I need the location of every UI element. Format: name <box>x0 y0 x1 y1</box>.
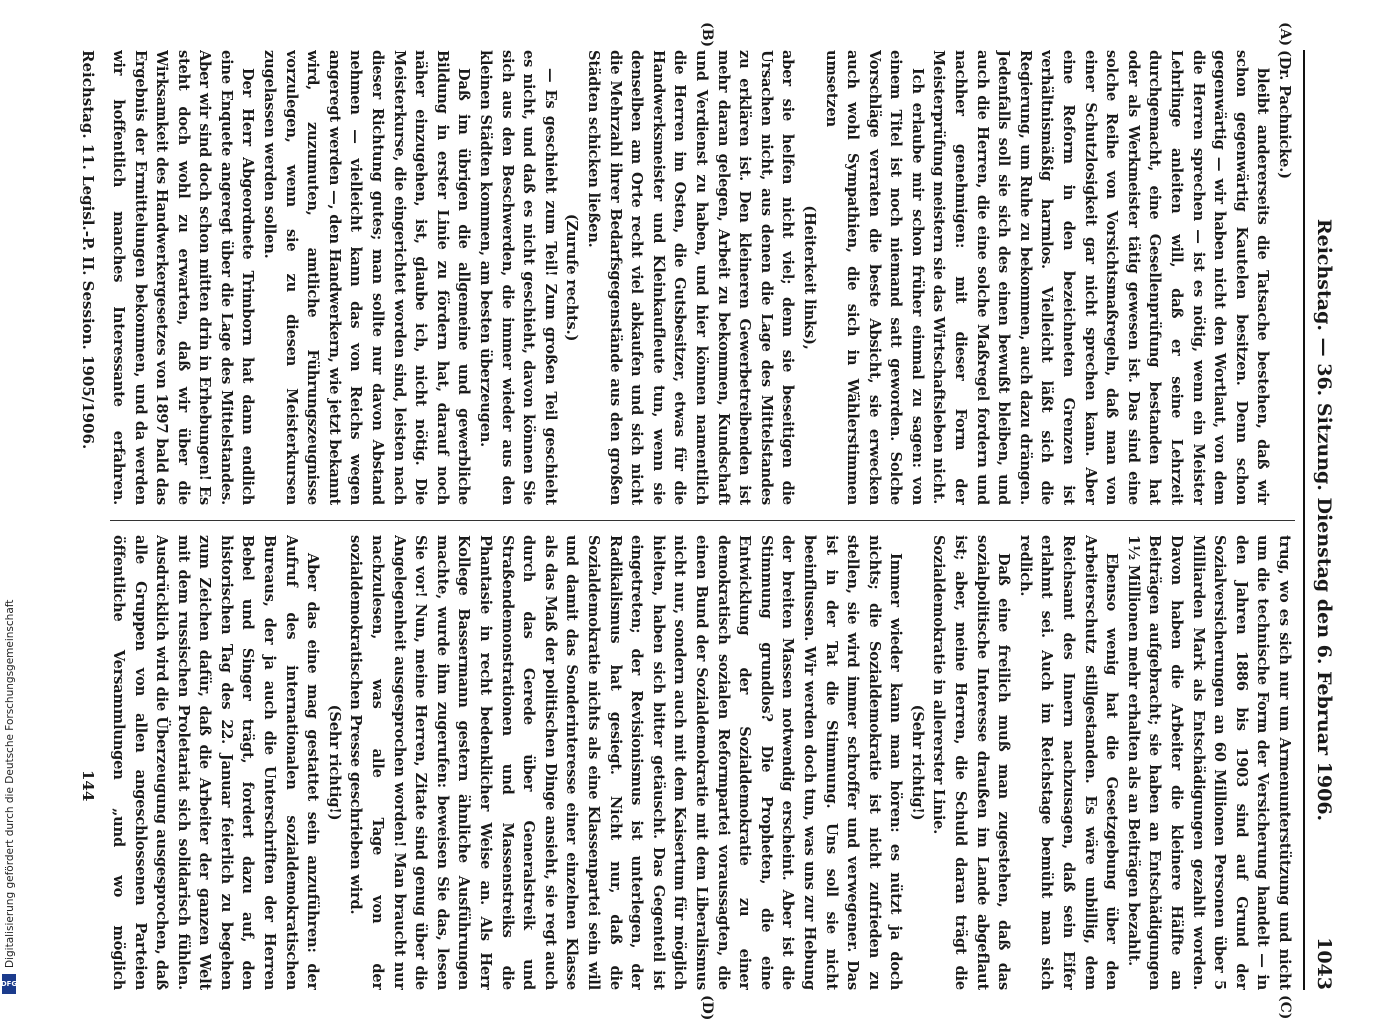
left-interjection-2: (Zurufe rechts.) <box>563 213 581 342</box>
page-header-title: Reichstag. — 36. Sitzung. Dienstag den 6. Februar 1906. <box>1313 218 1335 822</box>
digitization-credit: Digitalisierung gefördert durch die Deutsche Forschungsgemeinschaft <box>4 599 16 968</box>
left-paragraph-3: aber sie helfen nicht viel; denn sie beseitigen die Ursachen nicht, aus denen die Lage des Mittelstandes zu erklären ist. Den kleineren Gewerbetreibenden ist mehr daran gelegen, Arbeit zu bekommen, Kundschaft und Verdienst zu haben, und hier können namentlich die Herren im Osten, die Gutsbesitzer, etwas für die Handwerksmeister und Kleinkaufleute tun, wenn sie denselben am Orte recht viel abkaufen und sich nicht die Mehrzahl ihrer Bedarfsgegenstände aus den großen Städten schicken ließen. <box>585 50 797 505</box>
left-paragraph-6: Der Herr Abgeordnete Trimborn hat dann endlich eine Enquete angeregt über die Lage des Mittelstandes. Aber wir sind doch schon mitten drin in Erhebungen! Es steht doch wohl zu erwarten, daß wir über die Wirksamkeit des Handwerkergesetzes von 1897 bald das Ergebnis der Ermittelungen bekommen, und da werden wir hoffentlich manches Interessante erfahren. <box>110 50 257 505</box>
margin-mark-a: (A) <box>1277 22 1293 47</box>
right-interjection-1: (Sehr richtig!) <box>908 704 926 821</box>
right-column <box>110 535 1295 990</box>
header-rule <box>1303 50 1305 990</box>
right-paragraph-3: Daß eine freilich muß man zugestehen, daß das sozialpolitische Interesse draußen im Lande abgeflaut ist; aber, meine Herren, die Schuld daran trägt die Sozialdemokratie in allererster Linie. <box>930 535 1013 990</box>
left-paragraph-2: Ich erlaube mir schon früher einmal zu sagen: von einem Titel ist noch niemand satt geworden. Solche Vorschläge verraten die beste Absicht, sie erwecken auch wohl Sympathien, die sich in Wählerstimmen umsetzen <box>822 50 926 505</box>
left-paragraph-4: — Es geschieht zum Teil! Zum großen Teil geschieht es nicht, und daß es nicht geschieht, davon können Sie sich aus den Beschwerden, die immer wieder aus den kleinen Städten kommen, am besten überzeugen. <box>477 50 559 505</box>
margin-mark-d: (D) <box>699 995 715 1020</box>
right-paragraph-1: trug, wo es sich nur um Armenunterstützung und nicht um die technische Form der Versicherung handelt — in den Jahren 1886 bis 1903 sind auf Grund der Sozialversicherungen an 60 Millionen Personen über 5 Milliarden Mark als Entschädigungen gezahlt worden. Davon haben die Arbeiter die kleinere Hälfte an Beiträgen aufgebracht; sie haben an Entschädigungen 1½ Millionen mehr erhalten als an Beiträgen bezahlt. <box>1124 535 1293 990</box>
footer-source: Reichstag. 11. Legisl.-P. II. Session. 1905/1906. <box>79 50 97 450</box>
page-header-number: 1043 <box>1313 937 1335 990</box>
dfg-logo-icon: DFG <box>2 974 16 994</box>
left-paragraph-5: Daß im übrigen die allgemeine und gewerbliche Bildung in erster Linie zu fördern hat, darauf noch näher einzugehen, ist, glaube ich, nicht nötig. Die Meisterkurse, die eingerichtet worden sind, leisten nach dieser Richtung gutes; man sollte nur davon Abstand nehmen — vielleicht kann das von Reichs wegen angeregt werden —, den Handwerkern, wie jetzt bekannt wird, zuzumuten, amtliche Führungszeugnisse vorzulegen, wenn sie zu diesen Meisterkursen zugelassen werden sollen. <box>261 50 473 505</box>
margin-mark-b: (B) <box>699 22 715 48</box>
right-paragraph-2: Ebenso wenig hat die Gesetzgebung über den Arbeiterschutz stillgestanden. Es wäre unbillig, dem Reichsamt des Innern nachzusagen, daß sein Eifer erlahmt sei. Auch im Reichstage bemüht man sich redlich. <box>1016 535 1121 990</box>
margin-mark-c: (C) <box>1277 995 1293 1020</box>
footer-page-number: 144 <box>79 770 97 802</box>
speaker-tag: (Dr. Pachnicke.) <box>1276 50 1293 179</box>
right-paragraph-5: Aber das eine mag gestattet sein anzuführen: der Aufruf des internationalen sozialdemokratischen Bureaus, der ja auch die Unterschriften der Herren Bebel und Singer trägt, fordert dazu auf, den historischen Tag des 22. Januar feierlich zu begehen zum Zeichen dafür, daß die Arbeiter der ganzen Welt mit dem russischen Proletariat sich solidarisch fühlen. Ausdrücklich wird die Überzeugung ausgesprochen, daß alle Gruppen von allen angeschlossenen Parteien öffentliche Versammlungen „und wo möglich <box>110 535 322 990</box>
page-header <box>1309 50 1335 990</box>
left-column <box>110 50 1295 505</box>
left-paragraph-1: bleibt andererseits die Tatsache bestehen, daß wir schon gegenwärtig Kautelen besitzen. Denn schon gegenwärtig — wir haben nicht den Wortlaut, von dem die Herren sprechen — ist es nötig, wenn ein Meister Lehrlinge anleiten will, daß er seine Lehrzeit durchgemacht, eine Gesellenprüfung bestanden hat oder als Werkmeister tätig gewesen ist. Das sind eine solche Reihe von Vorsichtsmaßregeln, daß man von einer Schutzlosigkeit gar nicht sprechen kann. Aber eine Reform in den bezeichneten Grenzen ist verhältnismäßig harmlos. Vielleicht läßt sich die Regierung, um Ruhe zu bekommen, auch dazu drängen. Jedenfalls soll sie sich des einen bewußt bleiben, und auch die Herren, die eine solche Maßregel fordern und nachher genehmigen: mit dieser Form der Meisterprüfung meistern sie das Wirtschaftsleben nicht. <box>930 50 1272 505</box>
rotated-newspaper-page <box>45 22 1335 1020</box>
right-paragraph-4: Immer wieder kann man hören: es nützt ja doch nichts; die Sozialdemokratie ist nicht zufrieden zu stellen, sie wird immer schroffer und verwegener. Das ist in der Tat die Stimmung. Uns soll sie nicht beeinflussen. Wir werden doch tun, was uns zur Hebung der breiten Massen notwendig erscheint. Aber ist die Stimmung grundlos? Die Propheten, die eine Entwicklung der Sozialdemokratie zu einer demokratisch sozialen Reformpartei voraussagten, die einen Bund der Sozialdemokratie mit dem Liberalismus nicht nur, sondern auch mit dem Kaisertum für möglich hielten, haben sich bitter getäuscht. Das Gegenteil ist eingetreten; der Revisionismus ist unterlegen, der Radikalismus hat gesiegt. Nicht nur, daß die Sozialdemokratie nichts als eine Klassenpartei sein will und damit das Sonderinteresse einer einzelnen Klasse als das Maß der politischen Dinge ansieht, sie regt auch durch das Gerede über Generalstreik und Straßendemonstrationen und Massenstreiks die Phantasie in recht bedenklicher Weise an. Als Herr Kollege Bassermann gestern ähnliche Ausführungen machte, wurde ihm zugerufen: beweisen Sie das, lesen Sie vor! Nun, meine Herren, Zitate sind genug über die Angelegenheit ausgesprochen worden! Man braucht nur nachzulesen, was alle Tage von der sozialdemokratischen Presse geschrieben wird. <box>347 535 905 990</box>
left-interjection-1: (Heiterkeit links), <box>800 205 818 350</box>
column-divider <box>110 520 1295 521</box>
right-interjection-2: (Sehr richtig!) <box>325 704 343 821</box>
